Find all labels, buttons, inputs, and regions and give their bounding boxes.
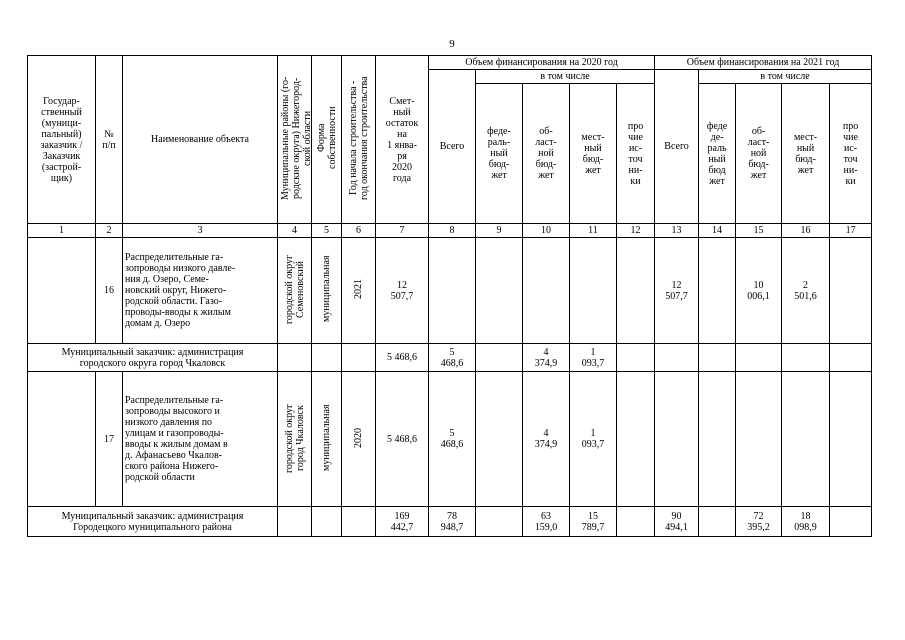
district: городской округ Семеновский: [283, 254, 306, 324]
empty-cell: [617, 238, 655, 344]
empty-cell: [570, 238, 617, 344]
column-number: 17: [830, 224, 872, 238]
header-years: Год начала строительства - год окончания строительства: [347, 76, 370, 200]
header-total-2020: Всего: [429, 70, 476, 224]
header-financing-2021: Объем финансирования на 2021 год: [655, 56, 872, 70]
total-2020: 5 468,6: [429, 372, 476, 507]
years-cell: [342, 372, 376, 507]
header-local-2020: мест- ный бюд- жет: [570, 84, 617, 224]
local-2020: 15 789,7: [570, 507, 617, 537]
local-2021: 18 098,9: [782, 507, 830, 537]
empty-cell: [699, 507, 736, 537]
customer-label: Муниципальный заказчик: администрация Городецкого муниципального района: [28, 507, 278, 537]
district: городской округ город Чкаловск: [283, 402, 306, 473]
empty-cell: [655, 344, 699, 372]
empty-cell: [736, 344, 782, 372]
regional-2021: 10 006,1: [736, 238, 782, 344]
empty-cell: [699, 238, 736, 344]
total-2020: 78 948,7: [429, 507, 476, 537]
ownership: муниципальная: [321, 404, 332, 471]
empty-cell: [699, 344, 736, 372]
column-number: 14: [699, 224, 736, 238]
header-object-name: Наименование объекта: [123, 56, 278, 224]
header-total-2021: Всего: [655, 70, 699, 224]
years-cell: [342, 238, 376, 344]
column-number: 10: [523, 224, 570, 238]
table-row: [28, 344, 872, 372]
column-number: 16: [782, 224, 830, 238]
estimate-balance: 5 468,6: [376, 372, 429, 507]
district-cell: [278, 372, 312, 507]
object-name: Распределительные га- зопроводы высокого и низкого давления по улицам и газопроводы- вводы к жилым домам в д. Афанасьево Чкалов- ского района Нижего- родской области: [123, 372, 278, 507]
header-ownership-cell: [312, 56, 342, 224]
header-including-2021: в том числе: [699, 70, 872, 84]
ownership-cell: [312, 238, 342, 344]
object-name: Распределительные га- зопроводы низкого давле- ния д. Озеро, Семе- новский округ, Нижего- родской области. Газо- проводы-вводы к жилым домам д. Озеро: [123, 238, 278, 344]
ownership: муниципальная: [321, 255, 332, 323]
empty-cell: [782, 344, 830, 372]
header-regional-2021: об- ласт- ной бюд- жет: [736, 84, 782, 224]
column-number: 12: [617, 224, 655, 238]
total-2020: 5 468,6: [429, 344, 476, 372]
empty-cell: [28, 372, 96, 507]
header-number: № п/п: [96, 56, 123, 224]
table-row: [28, 507, 872, 537]
header-including-2020: в том числе: [476, 70, 655, 84]
header-ownership: Форма собственности: [315, 106, 338, 170]
header-district: Муниципальные районы (го- родские округа) Нижегород- ской области: [280, 76, 313, 200]
district-cell: [278, 238, 312, 344]
column-number: 8: [429, 224, 476, 238]
empty-cell: [523, 238, 570, 344]
empty-cell: [830, 372, 872, 507]
local-2020: 1 093,7: [570, 372, 617, 507]
empty-cell: [699, 372, 736, 507]
header-federal-2020: феде- раль- ный бюд- жет: [476, 84, 523, 224]
empty-cell: [617, 344, 655, 372]
empty-cell: [830, 238, 872, 344]
estimate-balance: 169 442,7: [376, 507, 429, 537]
column-number-row: [28, 224, 872, 238]
empty-cell: [429, 238, 476, 344]
empty-cell: [278, 344, 312, 372]
column-number: 13: [655, 224, 699, 238]
column-number: 1: [28, 224, 96, 238]
estimate-balance: 12 507,7: [376, 238, 429, 344]
column-number: 15: [736, 224, 782, 238]
header-years-cell: [342, 56, 376, 224]
header-financing-2020: Объем финансирования на 2020 год: [429, 56, 655, 70]
customer-label: Муниципальный заказчик: администрация городского округа город Чкаловск: [28, 344, 278, 372]
table-row: [28, 238, 872, 344]
column-number: 7: [376, 224, 429, 238]
empty-cell: [342, 344, 376, 372]
empty-cell: [830, 344, 872, 372]
empty-cell: [617, 372, 655, 507]
total-2021: 12 507,7: [655, 238, 699, 344]
table-row: [28, 372, 872, 507]
ownership-cell: [312, 372, 342, 507]
local-2020: 1 093,7: [570, 344, 617, 372]
header-district-cell: [278, 56, 312, 224]
header-federal-2021: феде де- раль ный бюд жет: [699, 84, 736, 224]
header-other-2020: про чие ис- точ ни- ки: [617, 84, 655, 224]
column-number: 3: [123, 224, 278, 238]
column-number: 9: [476, 224, 523, 238]
estimate-balance: 5 468,6: [376, 344, 429, 372]
column-number: 2: [96, 224, 123, 238]
empty-cell: [28, 238, 96, 344]
empty-cell: [617, 507, 655, 537]
empty-cell: [476, 372, 523, 507]
header-customer: Государ- ственный (муници- пальный) заказчик / Заказчик (застрой- щик): [28, 56, 96, 224]
financing-table: [27, 55, 872, 537]
empty-cell: [312, 507, 342, 537]
empty-cell: [655, 372, 699, 507]
empty-cell: [342, 507, 376, 537]
construction-years: 2020: [353, 427, 364, 448]
total-2021: 90 494,1: [655, 507, 699, 537]
empty-cell: [278, 507, 312, 537]
construction-years: 2021: [353, 279, 364, 299]
empty-cell: [782, 372, 830, 507]
regional-2021: 72 395,2: [736, 507, 782, 537]
regional-2020: 4 374,9: [523, 344, 570, 372]
empty-cell: [476, 344, 523, 372]
page-number: 9: [449, 38, 455, 50]
empty-cell: [736, 372, 782, 507]
local-2021: 2 501,6: [782, 238, 830, 344]
header-estimate: Смет- ный остаток на 1 янва- ря 2020 года: [376, 56, 429, 224]
header-other-2021: про чие ис- точ ни- ки: [830, 84, 872, 224]
row-number: 17: [96, 372, 123, 507]
column-number: 6: [342, 224, 376, 238]
empty-cell: [476, 238, 523, 344]
empty-cell: [312, 344, 342, 372]
header-local-2021: мест- ный бюд- жет: [782, 84, 830, 224]
column-number: 11: [570, 224, 617, 238]
header-regional-2020: об- ласт- ной бюд- жет: [523, 84, 570, 224]
column-number: 4: [278, 224, 312, 238]
regional-2020: 4 374,9: [523, 372, 570, 507]
column-number: 5: [312, 224, 342, 238]
empty-cell: [830, 507, 872, 537]
row-number: 16: [96, 238, 123, 344]
empty-cell: [476, 507, 523, 537]
regional-2020: 63 159,0: [523, 507, 570, 537]
